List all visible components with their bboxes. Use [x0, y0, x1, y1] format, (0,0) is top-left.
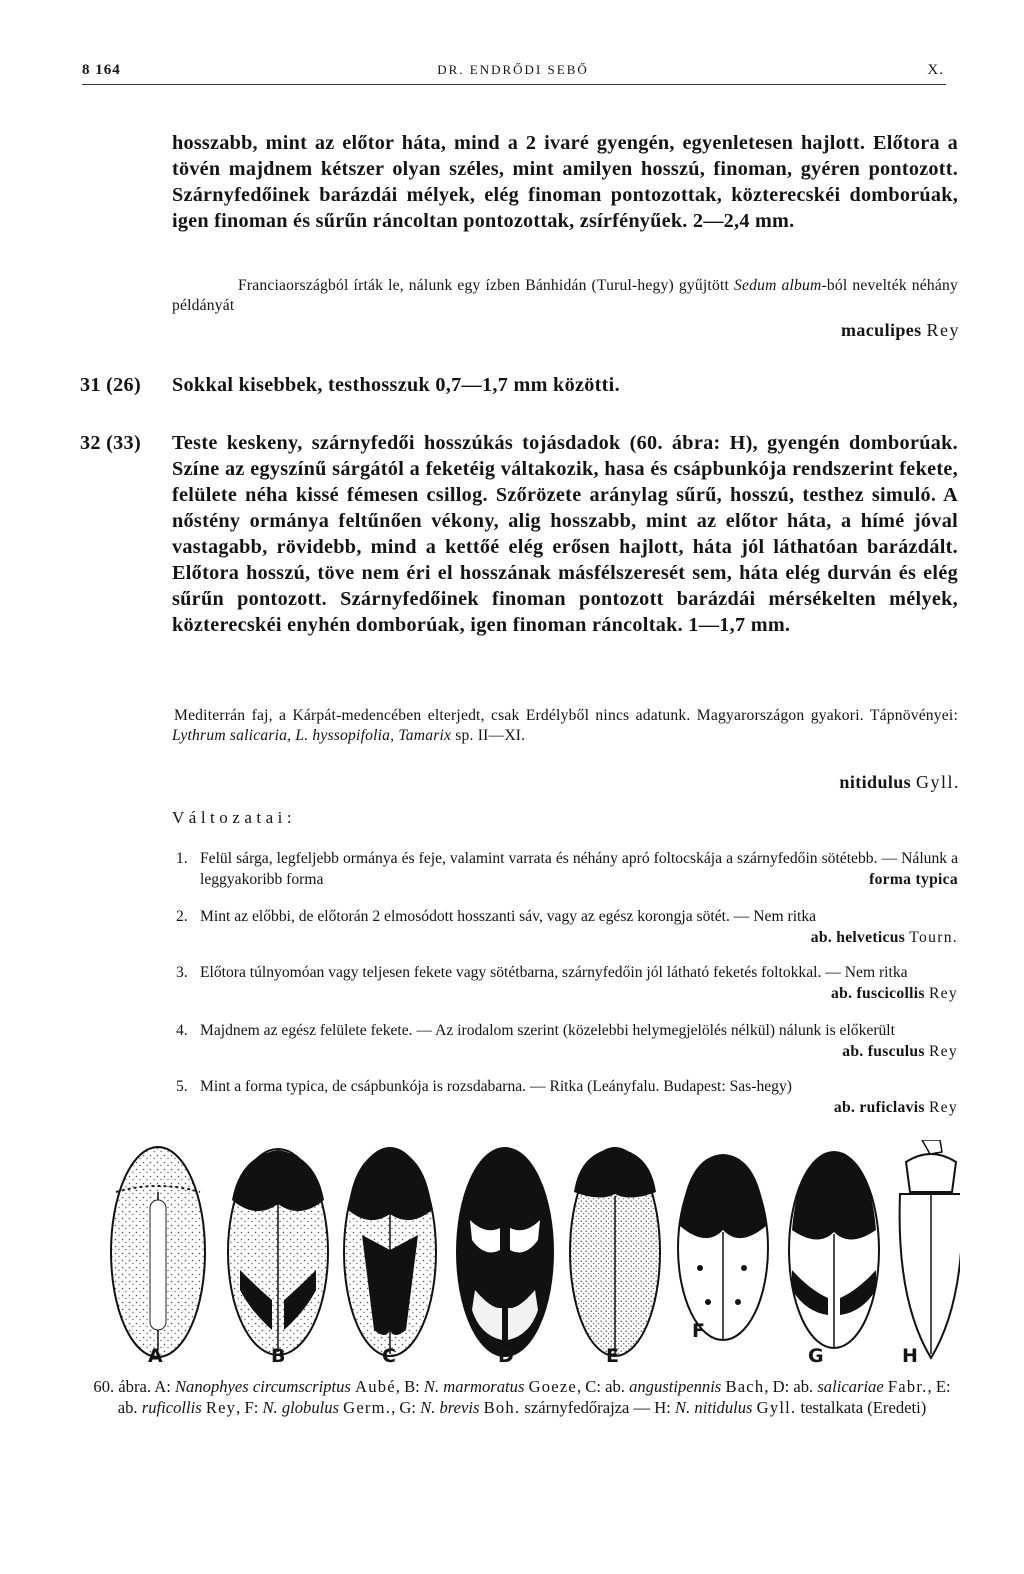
figure-label-f: F — [692, 1320, 705, 1342]
figure-label-c: C — [382, 1345, 396, 1367]
caption-part: szárnyfedőrajza — H: — [520, 1398, 676, 1417]
figure-label-d: D — [498, 1345, 514, 1367]
caption-author: Rey — [205, 1398, 237, 1417]
variety-text: Mint a forma typica, de csápbunkója is rozsdabarna. — Ritka (Leányfalu. Budapest: Sas-hegy) — [200, 1078, 792, 1095]
couplet-number: 32 (33) — [80, 432, 141, 454]
header-rule — [82, 84, 946, 85]
couplet-text: Sokkal kisebbek, testhosszuk 0,7—1,7 mm közötti. — [172, 374, 620, 396]
species-name — [841, 320, 960, 341]
figure-label-a: A — [148, 1345, 163, 1367]
varieties-heading: Változatai: — [172, 808, 297, 827]
chapter-number: X. — [927, 62, 944, 78]
caption-taxon: Nanophyes circumscriptus — [174, 1377, 351, 1396]
variety-number: 4. — [176, 1022, 188, 1039]
variety-text: Majdnem az egész felülete fekete. — Az irodalom szerint (közelebbi helymegjelölés nélkül) nálunk is előkerült — [200, 1022, 895, 1039]
distribution-note — [172, 276, 958, 316]
variety-number: 5. — [176, 1078, 188, 1095]
variety-form — [869, 869, 958, 890]
elytra-drawing-e — [570, 1148, 660, 1356]
form-author: Rey — [928, 985, 958, 1002]
caption-part: , C: ab. — [576, 1377, 630, 1396]
variety-number: 3. — [176, 964, 188, 981]
figure-60 — [100, 1140, 960, 1380]
form-author: Rey — [928, 1099, 958, 1116]
caption-part: , B: — [395, 1377, 424, 1396]
note-text: Franciaországból írták le, nálunk egy ízben Bánhidán (Turul-hegy) gyűjtött — [238, 277, 734, 294]
species-author: Rey — [926, 320, 960, 340]
form-name: ab. fusculus — [842, 1043, 925, 1060]
variety-form — [842, 1041, 958, 1062]
form-author: Tourn. — [909, 929, 958, 946]
note-text: Mediterrán faj, a Kárpát-medencében elterjedt, csak Erdélyből nincs adatunk. Magyarországon gyakori. Tápnövényei: — [174, 707, 958, 724]
variety-form — [811, 927, 958, 948]
elytra-drawing-h — [900, 1140, 960, 1358]
caption-part: 60. ábra. A: — [93, 1377, 175, 1396]
caption-part: , F: — [236, 1398, 263, 1417]
variety-text: Mint az előbbi, de előtorán 2 elmosódott hosszanti sáv, vagy az egész korongja sötét. — Nem ritka — [200, 908, 817, 925]
form-name: forma typica — [869, 871, 958, 888]
figure-label-b: B — [271, 1345, 286, 1367]
caption-taxon: N. brevis — [420, 1398, 480, 1417]
couplet-number: 31 (26) — [80, 374, 141, 396]
caption-author: Fabr. — [887, 1377, 928, 1396]
running-head — [82, 62, 944, 84]
variety-form — [834, 1097, 958, 1118]
running-head-author: DR. ENDRŐDI SEBŐ — [437, 62, 589, 77]
species-epithet: maculipes — [840, 320, 922, 340]
caption-taxon: N. marmoratus — [423, 1377, 525, 1396]
species-author: Gyll. — [915, 772, 960, 792]
species-epithet: nitidulus — [839, 772, 912, 792]
caption-author: Bach — [725, 1377, 765, 1396]
couplet-text: Teste keskeny, szárnyfedői hosszúkás tojásdadok (60. ábra: H), gyengén domborúak. Színe az egyszínű sárgától a feketéig váltakozik, hasa és csápbunkója rendszerint fekete, felülete néha kissé fémesen csillog. Szőrözete aránylag sűrű, hosszú, testhez simuló. A nőstény ormánya feltűnően vékony, alig hosszabb, mint az előtor háta, a hímé jóval vastagabb, rövidebb, mind a kettőé elég erősen hajlott, háta jól láthatóan barázdált. Előtora hosszú, töve nem éri el hosszának másfélszeresét sem, háta elég durván és elég sűrűn pontozott. Szárnyfedőinek finoman pontozott barázdái mérsékelten mélyek, közterecskéi enyhén domborúak, igen finoman ráncoltak. 1—1,7 mm. — [172, 432, 958, 636]
elytra-drawing-f — [678, 1154, 768, 1340]
variety-text: Felül sárga, legfeljebb ormánya és feje, valamint varrata és néhány apró foltocskája a szárnyfedőin sötétebb. — Nálunk a leggyakoribb forma — [200, 850, 958, 888]
figure-label-g: G — [808, 1345, 824, 1367]
caption-author: Gyll. — [756, 1398, 797, 1417]
figure-label-e: E — [606, 1345, 619, 1367]
elytra-drawings — [100, 1140, 960, 1380]
form-name: ab. ruficlavis — [833, 1099, 925, 1116]
elytra-drawing-d — [457, 1148, 553, 1356]
note-plant-name: Sedum album — [733, 277, 822, 294]
page-number: 8 164 — [82, 62, 121, 78]
distribution-note — [172, 706, 958, 746]
caption-taxon: N. nitidulus — [675, 1398, 753, 1417]
elytra-drawing-a — [111, 1147, 205, 1357]
note-plant-names: Lythrum salicaria, L. hyssopifolia, Tamarix — [172, 727, 452, 744]
form-author: Rey — [928, 1043, 958, 1060]
figure-caption — [82, 1376, 962, 1418]
variety-number: 2. — [176, 908, 188, 925]
elytra-drawing-g — [789, 1152, 879, 1348]
elytra-drawing-b — [228, 1149, 328, 1355]
caption-taxon: angustipennis — [629, 1377, 722, 1396]
caption-taxon: N. globulus — [262, 1398, 339, 1417]
caption-author: Aubé — [355, 1377, 396, 1396]
form-name: ab. fuscicollis — [831, 985, 925, 1002]
caption-part: testalkata (Eredeti) — [796, 1398, 927, 1417]
caption-part: , G: — [391, 1398, 421, 1417]
elytra-drawing-c — [344, 1148, 436, 1356]
caption-part: , E: ab. — [117, 1377, 951, 1417]
caption-author: Boh. — [483, 1398, 521, 1417]
variety-text: Előtora túlnyomóan vagy teljesen fekete vagy sötétbarna, szárnyfedőin jól látható feketés foltokkal. — Nem ritka — [200, 964, 908, 981]
variety-form — [831, 983, 958, 1004]
caption-part: , D: ab. — [764, 1377, 818, 1396]
figure-label-h: H — [902, 1345, 918, 1367]
caption-taxon: salicariae — [817, 1377, 884, 1396]
note-text-end: -ból nevelték néhány példányát — [172, 277, 959, 314]
variety-number: 1. — [176, 850, 188, 867]
form-name: ab. helveticus — [810, 929, 906, 946]
species-name — [839, 772, 960, 793]
note-text-end: sp. II—XI. — [451, 727, 526, 744]
caption-author: Goeze — [528, 1377, 577, 1396]
caption-author: Germ. — [343, 1398, 392, 1417]
caption-taxon: ruficollis — [141, 1398, 202, 1417]
description-paragraph: hosszabb, mint az előtor háta, mind a 2 ivaré gyengén, egyenletesen hajlott. Előtora a tövén majdnem kétszer olyan széles, mint amilyen hosszú, finoman, gyéren pontozott. Szárnyfedőinek barázdái mélyek, elég finoman pontozottak, közterecskéi domborúak, igen finoman és sűrűn ráncoltan pontozottak, zsírfényűek. 2—2,4 mm. — [172, 132, 958, 232]
